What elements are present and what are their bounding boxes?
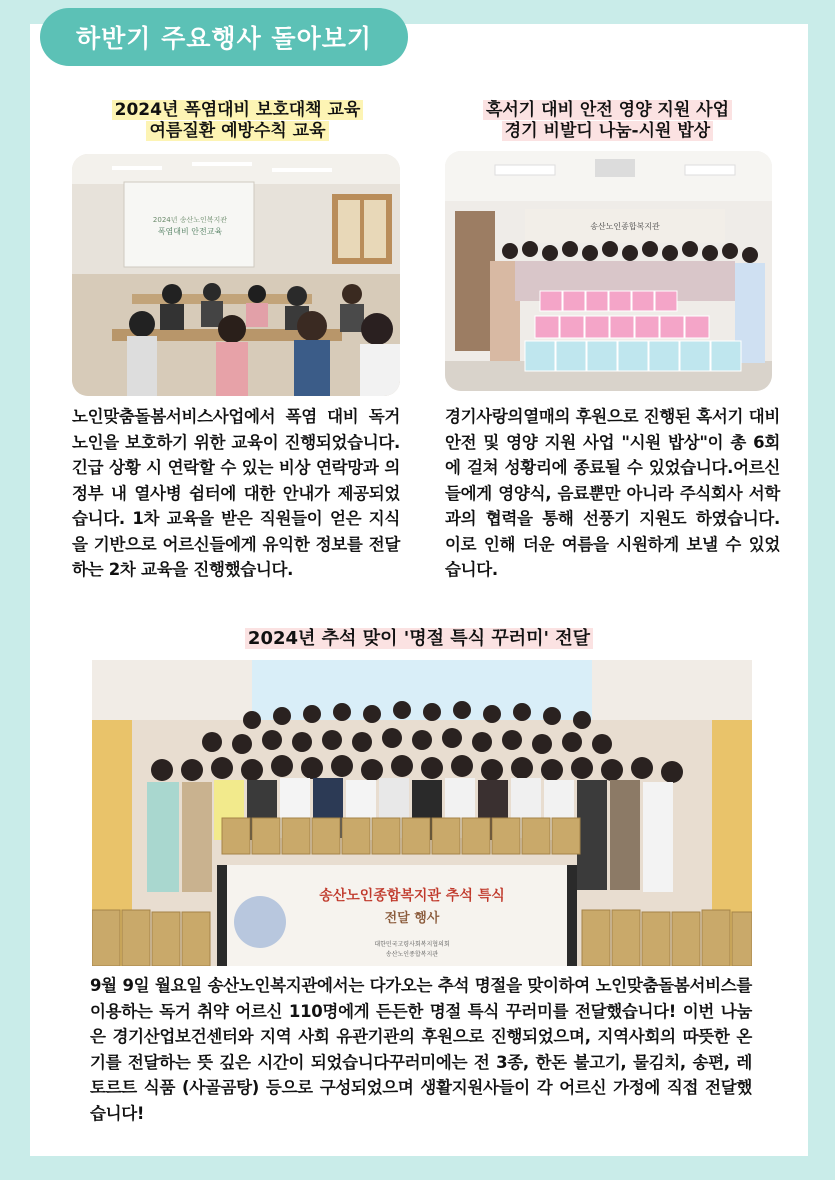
banner-line1: 송산노인종합복지관 추석 특식	[319, 888, 505, 904]
wall-sign: 송산노인종합복지관	[590, 222, 660, 231]
section1-title-line1: 2024년 폭염대비 보호대책 교육	[112, 100, 364, 120]
section3-body: 9월 9일 월요일 송산노인복지관에서는 다가오는 추석 명절을 맞이하여 노인맞춤돌봄서비스를 이용하는 독거 취약 어르신 110명에게 든든한 명절 특식 꾸러미를 전달했습니다! 이번 나눔은 경기산업보건센터와 지역 사회 유관기관의 후원으로 진행되었으며, 지역사회의 따뜻한 온기를 전달하는 뜻 깊은 시간이 되었습니다꾸러미에는 전 3종, 한돈 불고기, 물김치, 송편, 레토르트 식품 (사골곰탕) 등으로 구성되었으며 생활지원사들이 각 어르신 가정에 직접 전달했습니다!	[90, 976, 752, 1123]
classroom-training-photo-icon	[72, 154, 400, 396]
section2-photo	[445, 151, 772, 391]
section2-body: 경기사랑의열매의 후원으로 진행된 혹서기 대비 안전 및 영양 지원 사업 "시원 밥상"이 총 6회에 걸쳐 성황리에 종료될 수 있었습니다.어르신들에게 영양식, 음료뿐만 아니라 주식회사 서학과의 협력을 통해 선풍기 지원도 하였습니다. 이로 인해 더운 여름을 시원하게 보낼 수 있었습니다.	[445, 407, 780, 579]
banner-small2: 송산노인종합복지관	[385, 951, 439, 958]
section1-photo	[72, 154, 400, 396]
section2-title-line1: 혹서기 대비 안전 영양 지원 사업	[483, 100, 732, 120]
section3-photo	[92, 660, 752, 966]
chuseok-group-photo-icon	[92, 660, 752, 966]
section1-title-line2: 여름질환 예방수칙 교육	[146, 121, 328, 141]
banner-line2: 전달 행사	[384, 911, 440, 926]
section2-title-line2: 경기 비발디 나눔-시원 밥상	[502, 121, 713, 141]
section3-title	[130, 628, 708, 649]
screen-text-1: 2024년 송산노인복지관	[152, 216, 228, 224]
group-photo-with-gift-boxes-icon	[445, 151, 772, 391]
section1-body: 노인맞춤돌봄서비스사업에서 폭염 대비 독거노인을 보호하기 위한 교육이 진행되었습니다. 긴급 상황 시 연락할 수 있는 비상 연락망과 의정부 내 열사병 쉼터에 대한 안내가 제공되었습니다. 1차 교육을 받은 직원들이 얻은 지식을 기반으로 어르신들에게 유익한 정보를 전달하는 2차 교육을 진행했습니다.	[72, 407, 400, 579]
section1-title	[70, 100, 405, 142]
page-title	[40, 8, 408, 66]
section3-title-text: 2024년 추석 맞이 '명절 특식 꾸러미' 전달	[245, 628, 593, 649]
banner-small1: 대한민국고령사회복지협의회	[374, 941, 450, 948]
screen-text-2: 폭염대비 안전교육	[157, 227, 223, 236]
page-title-text: 하반기 주요행사 돌아보기	[75, 24, 373, 53]
section2-title	[440, 100, 775, 142]
